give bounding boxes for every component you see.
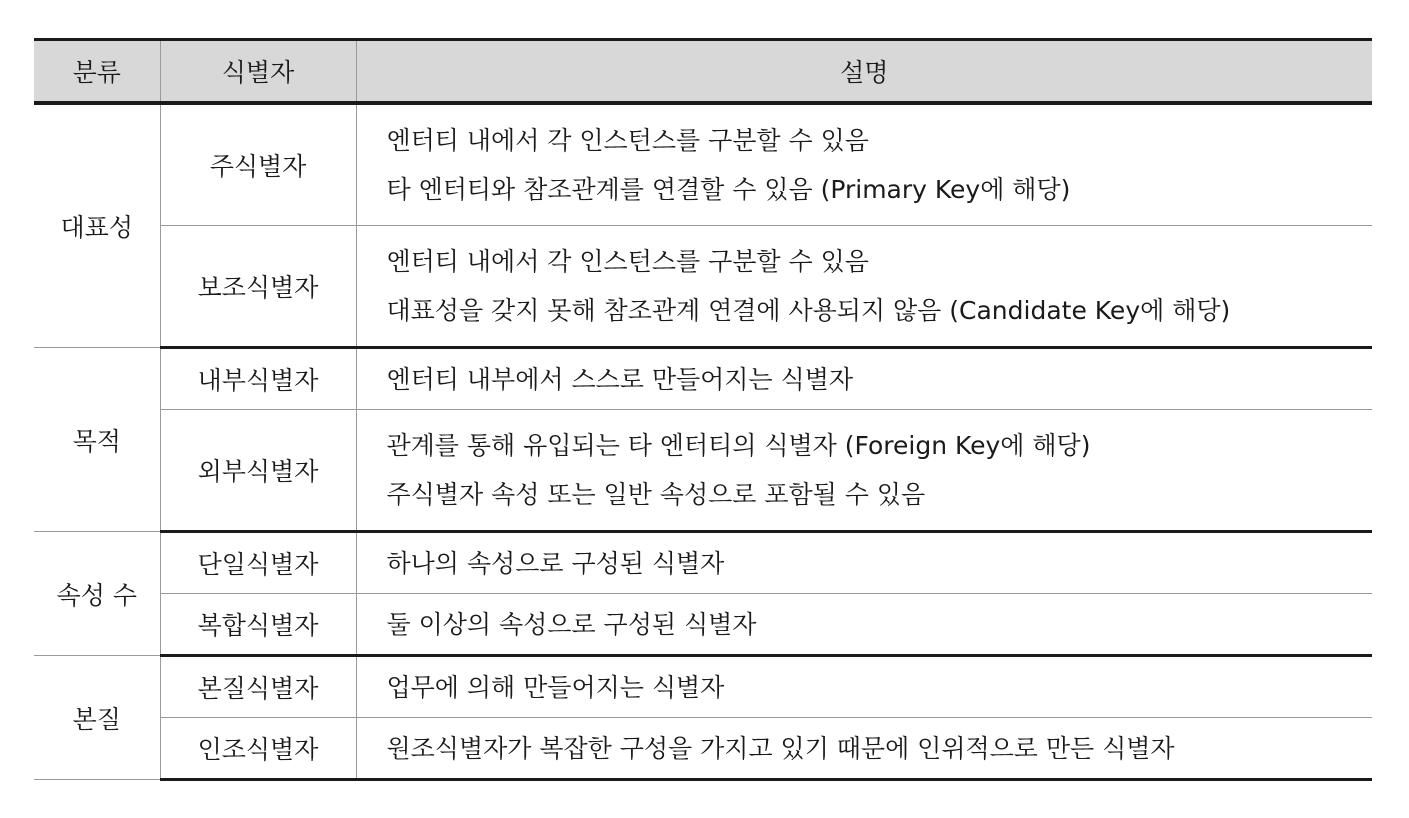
- description-cell: [356, 103, 1372, 226]
- identifier-cell: 내부식별자: [160, 348, 356, 410]
- identifier-cell: 복합식별자: [160, 594, 356, 656]
- header-description: 설명: [356, 40, 1372, 104]
- category-cell: 대표성: [34, 103, 160, 348]
- description-line: 엔터티 내에서 각 인스턴스를 구분할 수 있음: [386, 126, 869, 155]
- description-line: 대표성을 갖지 못해 참조관계 연결에 사용되지 않음 (Candidate Key에 해당): [386, 296, 1231, 325]
- table-row: [34, 410, 1372, 532]
- table-row: [34, 532, 1372, 594]
- description-cell: [356, 718, 1372, 780]
- table-row: [34, 594, 1372, 656]
- description-cell: [356, 532, 1372, 594]
- table-row: [34, 348, 1372, 410]
- table-row: [34, 718, 1372, 780]
- table-row: [34, 656, 1372, 718]
- table-row: [34, 103, 1372, 226]
- description-line: 하나의 속성으로 구성된 식별자: [386, 548, 725, 578]
- category-cell: 속성 수: [34, 532, 160, 656]
- description-line: 둘 이상의 속성으로 구성된 식별자: [386, 609, 757, 639]
- description-line: 업무에 의해 만들어지는 식별자: [386, 672, 725, 702]
- identifier-cell: 보조식별자: [160, 226, 356, 348]
- header-category: 분류: [34, 40, 160, 104]
- identifier-cell: 본질식별자: [160, 656, 356, 718]
- identifier-cell: 인조식별자: [160, 718, 356, 780]
- header-identifier: 식별자: [160, 40, 356, 104]
- description-line: 원조식별자가 복잡한 구성을 가지고 있기 때문에 인위적으로 만든 식별자: [386, 733, 1175, 763]
- header-row: [34, 40, 1372, 104]
- description-cell: [356, 410, 1372, 532]
- description-line: 타 엔터티와 참조관계를 연결할 수 있음 (Primary Key에 해당): [386, 175, 1071, 204]
- category-cell: 목적: [34, 348, 160, 532]
- description-line: 주식별자 속성 또는 일반 속성으로 포함될 수 있음: [386, 480, 926, 509]
- identifier-cell: 주식별자: [160, 103, 356, 226]
- description-cell: [356, 594, 1372, 656]
- identifier-cell: 단일식별자: [160, 532, 356, 594]
- description-line: 엔터티 내부에서 스스로 만들어지는 식별자: [386, 364, 853, 394]
- table-row: [34, 226, 1372, 348]
- description-line: 관계를 통해 유입되는 타 엔터티의 식별자 (Foreign Key에 해당): [386, 431, 1091, 460]
- description-cell: [356, 226, 1372, 348]
- description-cell: [356, 656, 1372, 718]
- category-cell: 본질: [34, 656, 160, 780]
- description-cell: [356, 348, 1372, 410]
- identifier-cell: 외부식별자: [160, 410, 356, 532]
- identifier-classification-table: [34, 38, 1372, 781]
- description-line: 엔터티 내에서 각 인스턴스를 구분할 수 있음: [386, 247, 869, 276]
